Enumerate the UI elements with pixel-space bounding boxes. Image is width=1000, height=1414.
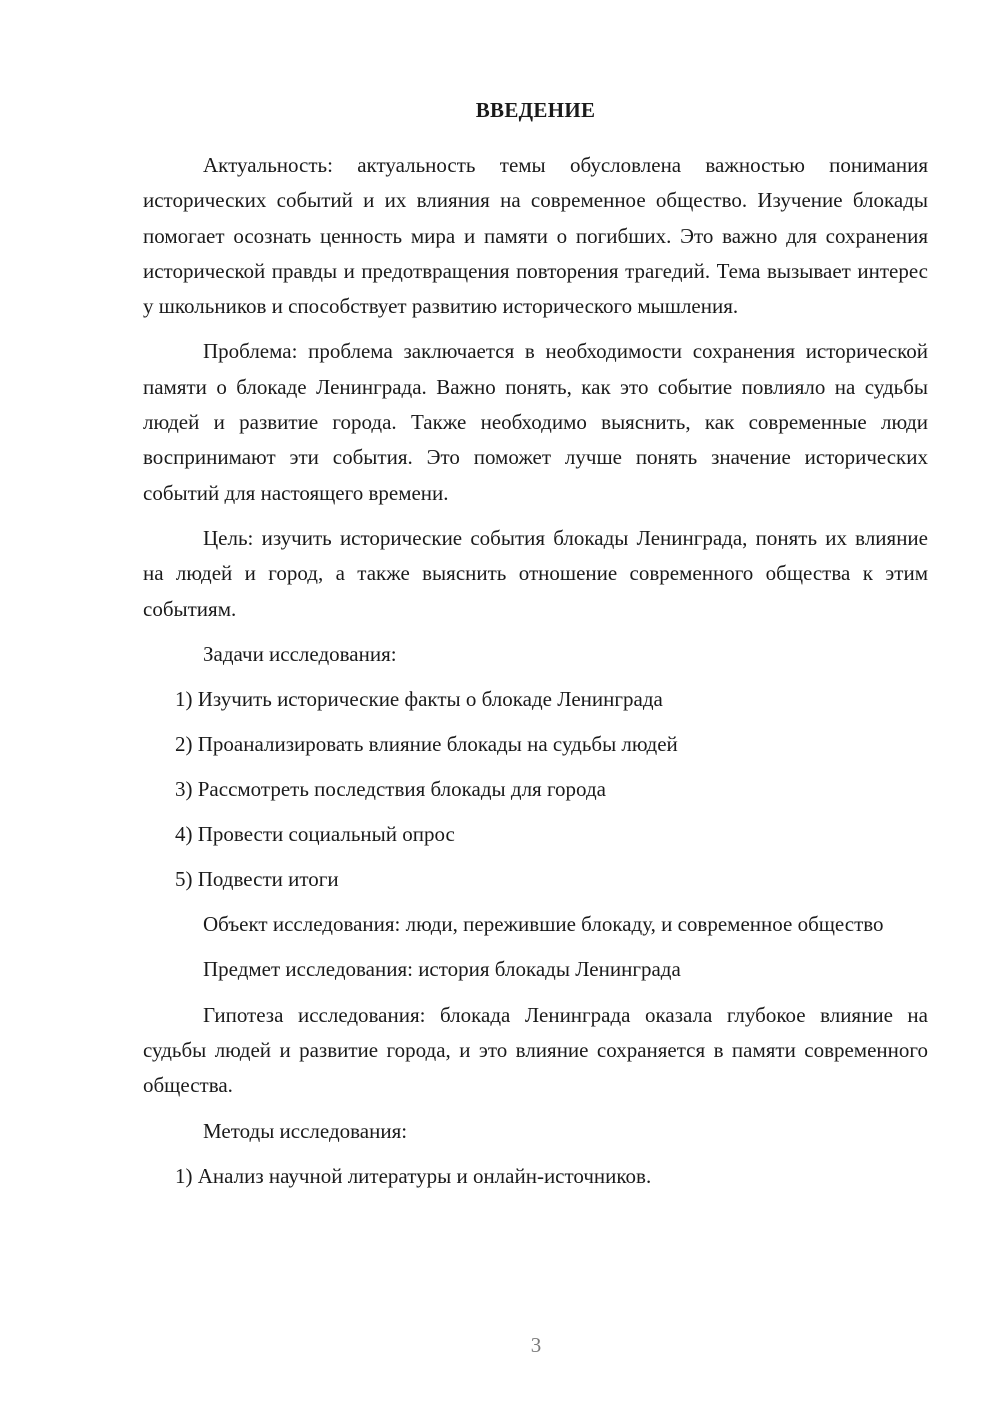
subject-paragraph: Предмет исследования: история блокады Ленинграда — [203, 957, 681, 982]
problem-paragraph: Проблема: проблема заключается в необходимости сохранения исторической памяти о блокаде Ленинграда. Важно понять, как это событие повлияло на судьбы людей и развитие города. Также необходимо выяснить, как современные люди воспринимают эти события. Это поможет лучше понять значение исторических событий для настоящего времени. — [143, 339, 928, 505]
page-number: 3 — [530, 1333, 542, 1357]
task-item: 5) Подвести итоги — [175, 867, 339, 892]
task-item: 4) Провести социальный опрос — [175, 822, 455, 847]
goal-paragraph: Цель: изучить исторические события блокады Ленинграда, понять их влияние на людей и город, а также выяснить отношение современного общества к этим событиям. — [143, 525, 928, 621]
object-paragraph: Объект исследования: люди, пережившие блокаду, и современное общество — [203, 912, 884, 937]
task-item: 1) Изучить исторические факты о блокаде Ленинграда — [175, 687, 663, 712]
tasks-heading: Задачи исследования: — [203, 641, 397, 666]
hypothesis-paragraph: Гипотеза исследования: блокада Ленинграда оказала глубокое влияние на судьбы людей и развитие города, и это влияние сохраняется в памяти современного общества. — [143, 1002, 928, 1098]
document-page — [143, 92, 928, 1204]
relevance-paragraph: Актуальность: актуальность темы обусловлена важностью понимания исторических событий и их влияния на современное общество. Изучение блокады помогает осознать ценность мира и памяти о погибших. Это важно для сохранения исторической правды и предотвращения повторения трагедий. Тема вызывает интерес у школьников и способствует развитию исторического мышления. — [143, 153, 928, 319]
method-item: 1) Анализ научной литературы и онлайн-источников. — [175, 1163, 652, 1188]
task-item: 2) Проанализировать влияние блокады на судьбы людей — [175, 732, 678, 757]
methods-heading: Методы исследования: — [203, 1118, 408, 1143]
task-item: 3) Рассмотреть последствия блокады для города — [175, 777, 606, 802]
page-title: ВВЕДЕНИЕ — [475, 98, 596, 122]
